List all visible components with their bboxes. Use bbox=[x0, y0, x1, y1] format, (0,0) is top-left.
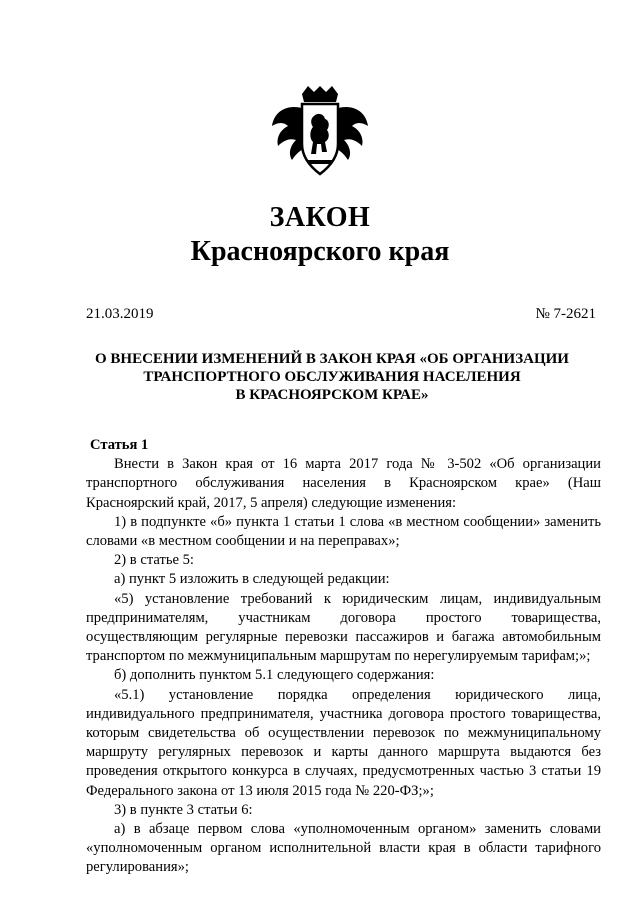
heading-line: О ВНЕСЕНИИ ИЗМЕНЕНИЙ В ЗАКОН КРАЯ «ОБ ОРГАНИЗАЦИИ bbox=[95, 351, 569, 367]
heading-line: В КРАСНОЯРСКОМ КРАЕ» bbox=[235, 387, 429, 403]
paragraph: 3) в пункте 3 статьи 6: bbox=[114, 801, 253, 818]
issuing-region-title: Красноярского края bbox=[190, 236, 450, 267]
heading-line: ТРАНСПОРТНОГО ОБСЛУЖИВАНИЯ НАСЕЛЕНИЯ bbox=[143, 369, 521, 385]
law-body bbox=[86, 436, 601, 878]
paragraph: «5) установление требований к юридическим лицам, индивидуальным предпринимателям, участникам договора простого товарищества, осуществляющим регулярные перевозки пассажиров и багажа автомобильным транспортом по межмуниципальным маршрутам по нерегулируемым тарифам;»; bbox=[86, 590, 601, 665]
coat-of-arms-emblem bbox=[272, 86, 368, 178]
document-type-title: ЗАКОН bbox=[269, 202, 371, 233]
paragraph: 1) в подпункте «б» пункта 1 статьи 1 слова «в местном сообщении» заменить словами «в местном сообщении и на переправах»; bbox=[86, 513, 601, 550]
paragraph: а) пункт 5 изложить в следующей редакции: bbox=[114, 571, 390, 588]
paragraph: б) дополнить пунктом 5.1 следующего содержания: bbox=[114, 667, 435, 684]
paragraph: Внести в Закон края от 16 марта 2017 года № 3-502 «Об организации транспортного обслуживания населения в Красноярском крае» (Наш Красноярский край, 2017, 5 апреля) следующие изменения: bbox=[86, 456, 601, 511]
paragraph: «5.1) установление порядка определения юридического лица, индивидуального предпринимателя, участника договора простого товарищества, которым свидетельства об осуществлении перевозок по межмуниципальному маршруту регулярных перевозок и карты данного маршрута выдаются без проведения открытого конкурса в случаях, предусмотренных частью 3 статьи 19 Федерального закона от 13 июля 2015 года № 220-ФЗ;»; bbox=[86, 686, 601, 799]
paragraph: а) в абзаце первом слова «уполномоченным органом» заменить словами «уполномоченным органом исполнительной власти края в области тарифного регулирования»; bbox=[86, 821, 601, 876]
article-label: Статья 1 bbox=[90, 437, 149, 453]
law-heading bbox=[60, 350, 604, 404]
law-date: 21.03.2019 bbox=[86, 306, 154, 322]
paragraph: 2) в статье 5: bbox=[114, 552, 194, 569]
law-number: № 7-2621 bbox=[535, 306, 596, 322]
